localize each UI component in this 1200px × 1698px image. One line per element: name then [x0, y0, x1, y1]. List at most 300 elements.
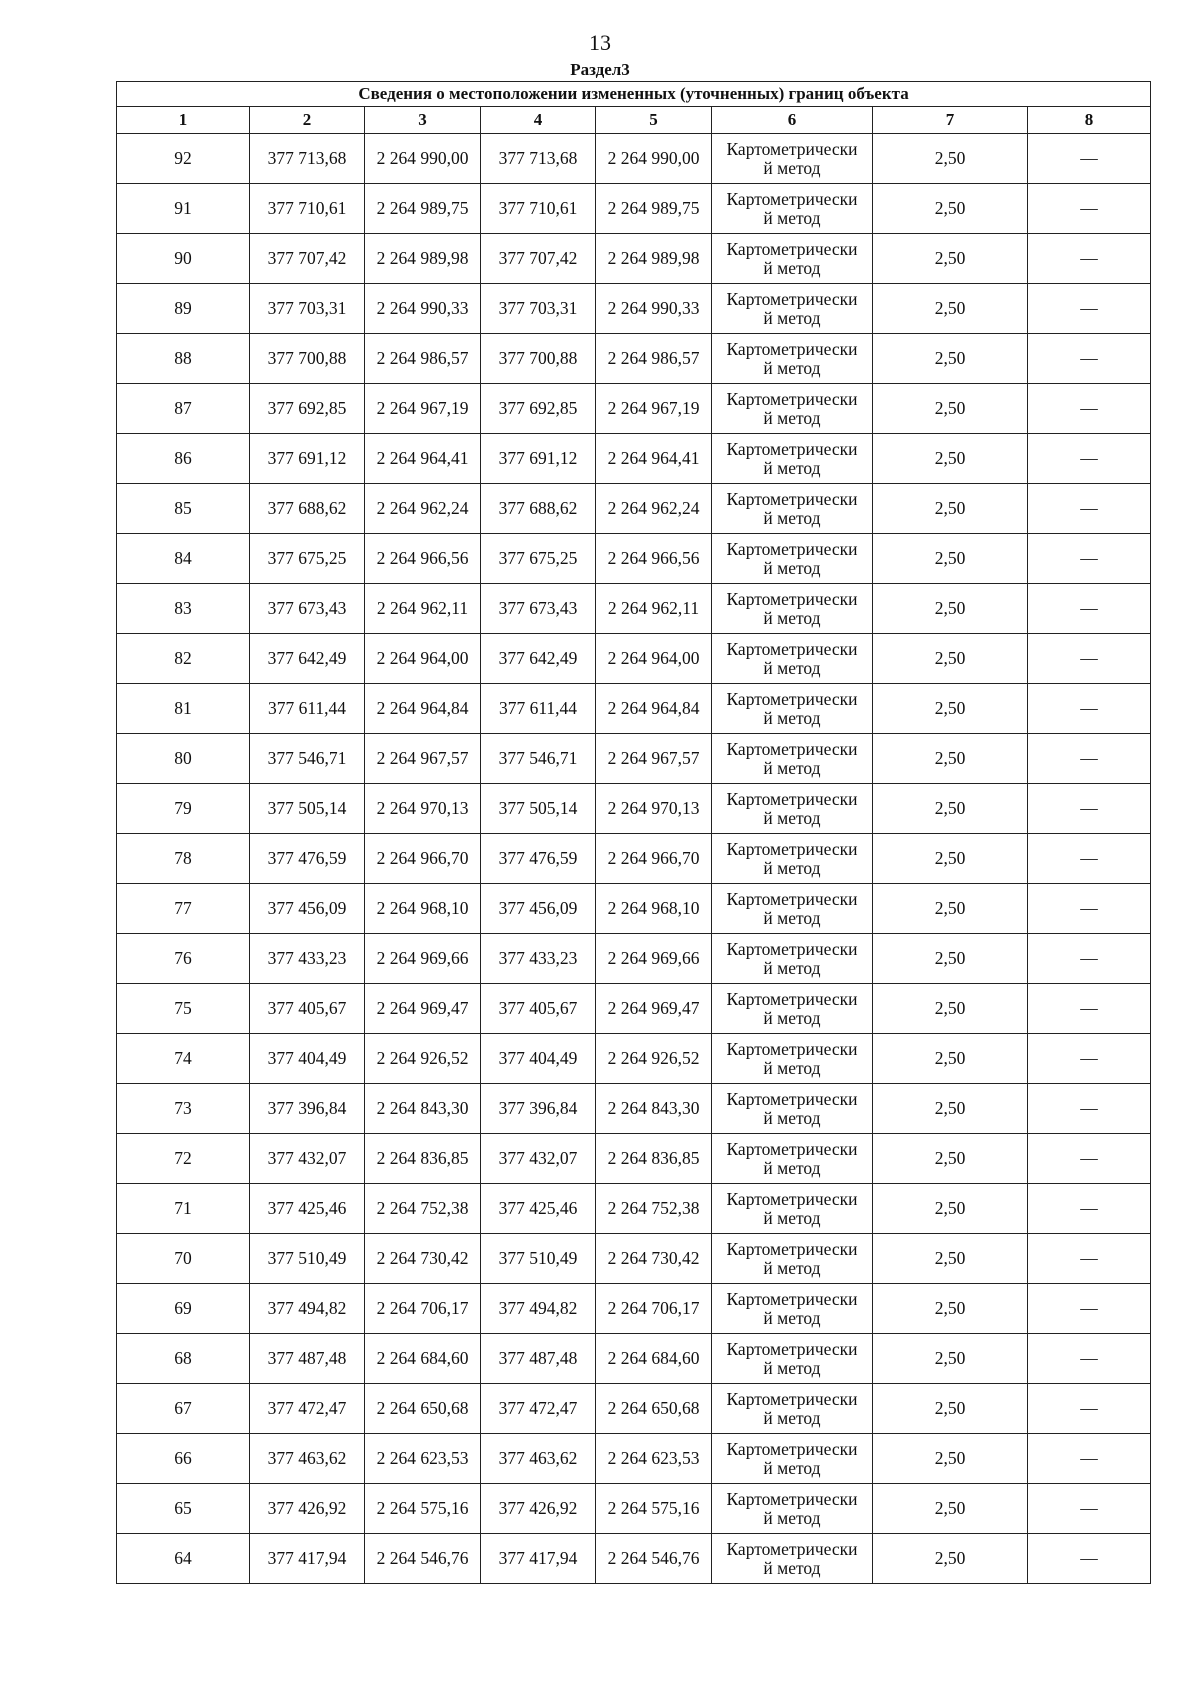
note-cell: —	[1028, 934, 1151, 984]
y-coordinate-cell: 2 264 575,16	[596, 1484, 712, 1534]
method-cell	[712, 1384, 873, 1434]
y-coordinate-cell: 2 264 990,00	[365, 134, 481, 184]
table-row	[117, 1484, 1151, 1534]
method-line: й метод	[763, 1457, 821, 1478]
method-cell	[712, 284, 873, 334]
x-coordinate-cell: 377 494,82	[481, 1284, 596, 1334]
x-coordinate-cell: 377 433,23	[250, 934, 365, 984]
x-coordinate-cell: 377 611,44	[250, 684, 365, 734]
y-coordinate-cell: 2 264 986,57	[365, 334, 481, 384]
note-cell: —	[1028, 234, 1151, 284]
point-number-cell: 77	[117, 884, 250, 934]
x-coordinate-cell: 377 396,84	[250, 1084, 365, 1134]
y-coordinate-cell: 2 264 967,57	[596, 734, 712, 784]
y-coordinate-cell: 2 264 752,38	[365, 1184, 481, 1234]
method-line: й метод	[763, 757, 821, 778]
x-coordinate-cell: 377 463,62	[250, 1434, 365, 1484]
point-number-cell: 81	[117, 684, 250, 734]
y-coordinate-cell: 2 264 990,33	[596, 284, 712, 334]
y-coordinate-cell: 2 264 730,42	[365, 1234, 481, 1284]
x-coordinate-cell: 377 396,84	[481, 1084, 596, 1134]
method-line: Картометрически	[726, 238, 858, 259]
x-coordinate-cell: 377 404,49	[481, 1034, 596, 1084]
table-row	[117, 384, 1151, 434]
x-coordinate-cell: 377 487,48	[481, 1334, 596, 1384]
y-coordinate-cell: 2 264 968,10	[596, 884, 712, 934]
method-cell	[712, 334, 873, 384]
method-line: Картометрически	[726, 1288, 858, 1309]
method-line: й метод	[763, 507, 821, 528]
method-line: й метод	[763, 657, 821, 678]
note-cell: —	[1028, 384, 1151, 434]
x-coordinate-cell: 377 707,42	[250, 234, 365, 284]
y-coordinate-cell: 2 264 962,24	[365, 484, 481, 534]
x-coordinate-cell: 377 688,62	[250, 484, 365, 534]
method-line: й метод	[763, 307, 821, 328]
method-line: й метод	[763, 407, 821, 428]
x-coordinate-cell: 377 425,46	[481, 1184, 596, 1234]
y-coordinate-cell: 2 264 843,30	[596, 1084, 712, 1134]
x-coordinate-cell: 377 432,07	[481, 1134, 596, 1184]
method-line: Картометрически	[726, 388, 858, 409]
y-coordinate-cell: 2 264 650,68	[365, 1384, 481, 1434]
method-line: Картометрически	[726, 1138, 858, 1159]
table-row	[117, 1384, 1151, 1434]
method-cell	[712, 434, 873, 484]
y-coordinate-cell: 2 264 964,00	[596, 634, 712, 684]
point-number-cell: 71	[117, 1184, 250, 1234]
note-cell: —	[1028, 584, 1151, 634]
method-line: Картометрически	[726, 638, 858, 659]
method-line: й метод	[763, 207, 821, 228]
accuracy-cell: 2,50	[873, 284, 1028, 334]
x-coordinate-cell: 377 494,82	[250, 1284, 365, 1334]
column-header: 2	[250, 107, 365, 134]
accuracy-cell: 2,50	[873, 784, 1028, 834]
column-header: 3	[365, 107, 481, 134]
note-cell: —	[1028, 1234, 1151, 1284]
method-line: Картометрически	[726, 288, 858, 309]
y-coordinate-cell: 2 264 990,00	[596, 134, 712, 184]
accuracy-cell: 2,50	[873, 534, 1028, 584]
table-row	[117, 134, 1151, 184]
y-coordinate-cell: 2 264 969,47	[365, 984, 481, 1034]
point-number-cell: 73	[117, 1084, 250, 1134]
x-coordinate-cell: 377 675,25	[250, 534, 365, 584]
y-coordinate-cell: 2 264 966,56	[596, 534, 712, 584]
point-number-cell: 65	[117, 1484, 250, 1534]
column-header: 8	[1028, 107, 1151, 134]
column-header: 6	[712, 107, 873, 134]
accuracy-cell: 2,50	[873, 584, 1028, 634]
method-cell	[712, 834, 873, 884]
point-number-cell: 72	[117, 1134, 250, 1184]
accuracy-cell: 2,50	[873, 1284, 1028, 1334]
note-cell: —	[1028, 1034, 1151, 1084]
accuracy-cell: 2,50	[873, 1084, 1028, 1134]
method-line: Картометрически	[726, 738, 858, 759]
table-row	[117, 1134, 1151, 1184]
method-cell	[712, 134, 873, 184]
y-coordinate-cell: 2 264 969,47	[596, 984, 712, 1034]
point-number-cell: 66	[117, 1434, 250, 1484]
note-cell: —	[1028, 1434, 1151, 1484]
y-coordinate-cell: 2 264 684,60	[596, 1334, 712, 1384]
column-header: 1	[117, 107, 250, 134]
method-cell	[712, 1484, 873, 1534]
note-cell: —	[1028, 834, 1151, 884]
y-coordinate-cell: 2 264 546,76	[365, 1534, 481, 1584]
table-row	[117, 984, 1151, 1034]
table-row	[117, 1084, 1151, 1134]
accuracy-cell: 2,50	[873, 634, 1028, 684]
method-cell	[712, 584, 873, 634]
method-line: й метод	[763, 607, 821, 628]
method-cell	[712, 184, 873, 234]
y-coordinate-cell: 2 264 970,13	[596, 784, 712, 834]
table-row	[117, 784, 1151, 834]
column-header-row	[117, 107, 1151, 134]
x-coordinate-cell: 377 510,49	[250, 1234, 365, 1284]
method-line: й метод	[763, 1357, 821, 1378]
y-coordinate-cell: 2 264 986,57	[596, 334, 712, 384]
method-cell	[712, 1084, 873, 1134]
x-coordinate-cell: 377 425,46	[250, 1184, 365, 1234]
x-coordinate-cell: 377 673,43	[481, 584, 596, 634]
x-coordinate-cell: 377 417,94	[250, 1534, 365, 1584]
point-number-cell: 90	[117, 234, 250, 284]
note-cell: —	[1028, 1184, 1151, 1234]
point-number-cell: 91	[117, 184, 250, 234]
column-header: 4	[481, 107, 596, 134]
table-row	[117, 234, 1151, 284]
x-coordinate-cell: 377 546,71	[250, 734, 365, 784]
x-coordinate-cell: 377 692,85	[250, 384, 365, 434]
point-number-cell: 88	[117, 334, 250, 384]
method-line: й метод	[763, 857, 821, 878]
method-cell	[712, 484, 873, 534]
method-line: Картометрически	[726, 838, 858, 859]
table-row	[117, 1034, 1151, 1084]
y-coordinate-cell: 2 264 964,41	[365, 434, 481, 484]
x-coordinate-cell: 377 456,09	[250, 884, 365, 934]
y-coordinate-cell: 2 264 575,16	[365, 1484, 481, 1534]
method-line: Картометрически	[726, 888, 858, 909]
note-cell: —	[1028, 184, 1151, 234]
table-row	[117, 484, 1151, 534]
y-coordinate-cell: 2 264 926,52	[365, 1034, 481, 1084]
accuracy-cell: 2,50	[873, 334, 1028, 384]
page-number: 13	[589, 30, 611, 55]
note-cell: —	[1028, 634, 1151, 684]
x-coordinate-cell: 377 472,47	[481, 1384, 596, 1434]
accuracy-cell: 2,50	[873, 1384, 1028, 1434]
y-coordinate-cell: 2 264 706,17	[596, 1284, 712, 1334]
method-line: й метод	[763, 257, 821, 278]
x-coordinate-cell: 377 463,62	[481, 1434, 596, 1484]
method-cell	[712, 784, 873, 834]
method-cell	[712, 934, 873, 984]
table-row	[117, 634, 1151, 684]
point-number-cell: 82	[117, 634, 250, 684]
x-coordinate-cell: 377 692,85	[481, 384, 596, 434]
method-line: Картометрически	[726, 1088, 858, 1109]
y-coordinate-cell: 2 264 623,53	[596, 1434, 712, 1484]
table-row	[117, 434, 1151, 484]
point-number-cell: 86	[117, 434, 250, 484]
note-cell: —	[1028, 984, 1151, 1034]
y-coordinate-cell: 2 264 969,66	[596, 934, 712, 984]
accuracy-cell: 2,50	[873, 934, 1028, 984]
method-line: й метод	[763, 1507, 821, 1528]
x-coordinate-cell: 377 426,92	[481, 1484, 596, 1534]
x-coordinate-cell: 377 456,09	[481, 884, 596, 934]
method-line: Картометрически	[726, 138, 858, 159]
x-coordinate-cell: 377 675,25	[481, 534, 596, 584]
point-number-cell: 78	[117, 834, 250, 884]
point-number-cell: 89	[117, 284, 250, 334]
point-number-cell: 87	[117, 384, 250, 434]
x-coordinate-cell: 377 426,92	[250, 1484, 365, 1534]
y-coordinate-cell: 2 264 843,30	[365, 1084, 481, 1134]
method-cell	[712, 1284, 873, 1334]
x-coordinate-cell: 377 642,49	[250, 634, 365, 684]
x-coordinate-cell: 377 476,59	[250, 834, 365, 884]
y-coordinate-cell: 2 264 966,56	[365, 534, 481, 584]
point-number-cell: 79	[117, 784, 250, 834]
x-coordinate-cell: 377 611,44	[481, 684, 596, 734]
x-coordinate-cell: 377 505,14	[250, 784, 365, 834]
note-cell: —	[1028, 134, 1151, 184]
method-line: Картометрически	[726, 1338, 858, 1359]
point-number-cell: 83	[117, 584, 250, 634]
method-line: Картометрически	[726, 438, 858, 459]
note-cell: —	[1028, 1534, 1151, 1584]
accuracy-cell: 2,50	[873, 1534, 1028, 1584]
method-cell	[712, 684, 873, 734]
accuracy-cell: 2,50	[873, 484, 1028, 534]
method-line: й метод	[763, 457, 821, 478]
method-line: Картометрически	[726, 688, 858, 709]
note-cell: —	[1028, 684, 1151, 734]
note-cell: —	[1028, 1284, 1151, 1334]
method-cell	[712, 384, 873, 434]
y-coordinate-cell: 2 264 966,70	[596, 834, 712, 884]
accuracy-cell: 2,50	[873, 134, 1028, 184]
method-line: Картометрически	[726, 1038, 858, 1059]
y-coordinate-cell: 2 264 970,13	[365, 784, 481, 834]
y-coordinate-cell: 2 264 964,00	[365, 634, 481, 684]
accuracy-cell: 2,50	[873, 834, 1028, 884]
method-cell	[712, 734, 873, 784]
x-coordinate-cell: 377 505,14	[481, 784, 596, 834]
method-line: Картометрически	[726, 1438, 858, 1459]
note-cell: —	[1028, 484, 1151, 534]
method-line: й метод	[763, 707, 821, 728]
x-coordinate-cell: 377 472,47	[250, 1384, 365, 1434]
x-coordinate-cell: 377 700,88	[250, 334, 365, 384]
method-cell	[712, 1134, 873, 1184]
note-cell: —	[1028, 1084, 1151, 1134]
note-cell: —	[1028, 884, 1151, 934]
note-cell: —	[1028, 1134, 1151, 1184]
x-coordinate-cell: 377 673,43	[250, 584, 365, 634]
table-row	[117, 1434, 1151, 1484]
method-cell	[712, 1234, 873, 1284]
note-cell: —	[1028, 334, 1151, 384]
method-line: Картометрически	[726, 1188, 858, 1209]
method-line: й метод	[763, 1407, 821, 1428]
method-cell	[712, 1434, 873, 1484]
method-line: й метод	[763, 557, 821, 578]
method-cell	[712, 634, 873, 684]
method-line: й метод	[763, 1057, 821, 1078]
method-line: Картометрически	[726, 338, 858, 359]
table-row	[117, 934, 1151, 984]
method-line: Картометрически	[726, 1538, 858, 1559]
note-cell: —	[1028, 1484, 1151, 1534]
point-number-cell: 92	[117, 134, 250, 184]
x-coordinate-cell: 377 642,49	[481, 634, 596, 684]
y-coordinate-cell: 2 264 730,42	[596, 1234, 712, 1284]
method-line: й метод	[763, 357, 821, 378]
method-line: Картометрически	[726, 988, 858, 1009]
table-row	[117, 1534, 1151, 1584]
y-coordinate-cell: 2 264 836,85	[596, 1134, 712, 1184]
method-line: Картометрически	[726, 1388, 858, 1409]
note-cell: —	[1028, 1384, 1151, 1434]
point-number-cell: 80	[117, 734, 250, 784]
method-cell	[712, 1184, 873, 1234]
x-coordinate-cell: 377 405,67	[481, 984, 596, 1034]
y-coordinate-cell: 2 264 964,84	[365, 684, 481, 734]
accuracy-cell: 2,50	[873, 1184, 1028, 1234]
x-coordinate-cell: 377 713,68	[481, 134, 596, 184]
method-line: й метод	[763, 907, 821, 928]
y-coordinate-cell: 2 264 623,53	[365, 1434, 481, 1484]
note-cell: —	[1028, 1334, 1151, 1384]
y-coordinate-cell: 2 264 968,10	[365, 884, 481, 934]
x-coordinate-cell: 377 417,94	[481, 1534, 596, 1584]
section-title: Раздел3	[570, 60, 630, 79]
note-cell: —	[1028, 784, 1151, 834]
point-number-cell: 76	[117, 934, 250, 984]
method-line: й метод	[763, 807, 821, 828]
accuracy-cell: 2,50	[873, 1484, 1028, 1534]
y-coordinate-cell: 2 264 989,98	[596, 234, 712, 284]
x-coordinate-cell: 377 476,59	[481, 834, 596, 884]
accuracy-cell: 2,50	[873, 1134, 1028, 1184]
accuracy-cell: 2,50	[873, 884, 1028, 934]
x-coordinate-cell: 377 710,61	[481, 184, 596, 234]
method-cell	[712, 534, 873, 584]
method-line: й метод	[763, 1007, 821, 1028]
note-cell: —	[1028, 534, 1151, 584]
method-line: Картометрически	[726, 1238, 858, 1259]
x-coordinate-cell: 377 487,48	[250, 1334, 365, 1384]
method-line: Картометрически	[726, 188, 858, 209]
accuracy-cell: 2,50	[873, 184, 1028, 234]
x-coordinate-cell: 377 404,49	[250, 1034, 365, 1084]
x-coordinate-cell: 377 405,67	[250, 984, 365, 1034]
y-coordinate-cell: 2 264 546,76	[596, 1534, 712, 1584]
method-line: й метод	[763, 1307, 821, 1328]
note-cell: —	[1028, 284, 1151, 334]
table-row	[117, 1284, 1151, 1334]
accuracy-cell: 2,50	[873, 434, 1028, 484]
y-coordinate-cell: 2 264 989,75	[365, 184, 481, 234]
y-coordinate-cell: 2 264 964,41	[596, 434, 712, 484]
y-coordinate-cell: 2 264 752,38	[596, 1184, 712, 1234]
accuracy-cell: 2,50	[873, 1334, 1028, 1384]
method-line: Картометрически	[726, 538, 858, 559]
method-cell	[712, 884, 873, 934]
accuracy-cell: 2,50	[873, 1434, 1028, 1484]
y-coordinate-cell: 2 264 966,70	[365, 834, 481, 884]
y-coordinate-cell: 2 264 706,17	[365, 1284, 481, 1334]
y-coordinate-cell: 2 264 962,24	[596, 484, 712, 534]
accuracy-cell: 2,50	[873, 734, 1028, 784]
accuracy-cell: 2,50	[873, 234, 1028, 284]
point-number-cell: 67	[117, 1384, 250, 1434]
x-coordinate-cell: 377 691,12	[481, 434, 596, 484]
table-row	[117, 684, 1151, 734]
accuracy-cell: 2,50	[873, 1234, 1028, 1284]
y-coordinate-cell: 2 264 989,98	[365, 234, 481, 284]
point-number-cell: 64	[117, 1534, 250, 1584]
table-row	[117, 1184, 1151, 1234]
accuracy-cell: 2,50	[873, 684, 1028, 734]
y-coordinate-cell: 2 264 650,68	[596, 1384, 712, 1434]
table-row	[117, 834, 1151, 884]
point-number-cell: 70	[117, 1234, 250, 1284]
method-line: Картометрически	[726, 1488, 858, 1509]
x-coordinate-cell: 377 710,61	[250, 184, 365, 234]
x-coordinate-cell: 377 688,62	[481, 484, 596, 534]
y-coordinate-cell: 2 264 967,19	[596, 384, 712, 434]
point-number-cell: 69	[117, 1284, 250, 1334]
table-row	[117, 584, 1151, 634]
method-cell	[712, 234, 873, 284]
x-coordinate-cell: 377 546,71	[481, 734, 596, 784]
table-row	[117, 884, 1151, 934]
y-coordinate-cell: 2 264 990,33	[365, 284, 481, 334]
accuracy-cell: 2,50	[873, 384, 1028, 434]
method-line: Картометрически	[726, 488, 858, 509]
point-number-cell: 84	[117, 534, 250, 584]
x-coordinate-cell: 377 713,68	[250, 134, 365, 184]
method-line: й метод	[763, 1107, 821, 1128]
x-coordinate-cell: 377 707,42	[481, 234, 596, 284]
y-coordinate-cell: 2 264 926,52	[596, 1034, 712, 1084]
method-line: й метод	[763, 1257, 821, 1278]
column-header: 7	[873, 107, 1028, 134]
method-line: й метод	[763, 1157, 821, 1178]
method-line: Картометрически	[726, 588, 858, 609]
method-line: й метод	[763, 1207, 821, 1228]
table-row	[117, 184, 1151, 234]
accuracy-cell: 2,50	[873, 984, 1028, 1034]
method-line: й метод	[763, 157, 821, 178]
table-body	[117, 134, 1151, 1584]
y-coordinate-cell: 2 264 989,75	[596, 184, 712, 234]
table-caption: Сведения о местоположении измененных (уточненных) границ объекта	[117, 82, 1151, 107]
y-coordinate-cell: 2 264 964,84	[596, 684, 712, 734]
accuracy-cell: 2,50	[873, 1034, 1028, 1084]
x-coordinate-cell: 377 700,88	[481, 334, 596, 384]
coordinates-table	[116, 81, 1151, 1584]
method-cell	[712, 1034, 873, 1084]
